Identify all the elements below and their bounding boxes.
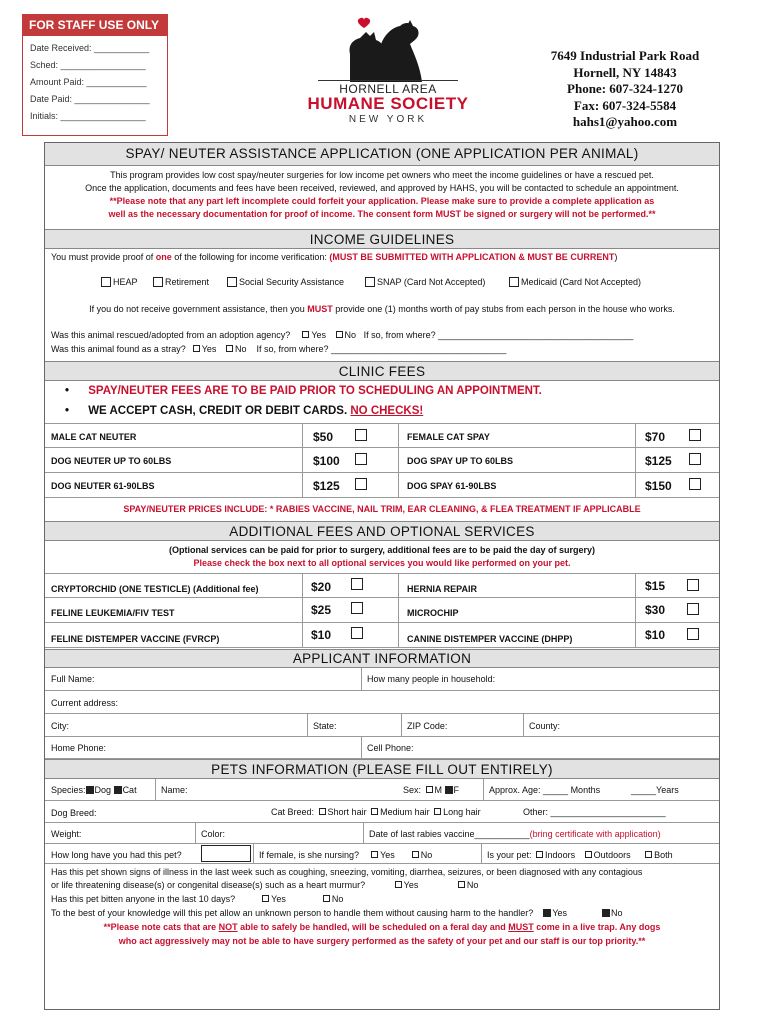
sex-f-checkbox[interactable] [445, 786, 453, 794]
dog-checkbox[interactable] [86, 786, 94, 794]
clinic-item-right: DOG SPAY UP TO 60LBS [407, 456, 514, 466]
handle-no-checkbox[interactable] [602, 909, 610, 917]
rescued-yes-checkbox[interactable] [302, 331, 309, 338]
illness-yes-checkbox[interactable] [395, 881, 402, 888]
option-medicaid[interactable]: Medicaid (Card Not Accepted) [509, 277, 641, 287]
short-hair-checkbox[interactable] [319, 808, 326, 815]
rabies-date-field[interactable]: Date of last rabies vaccine___________(bring certificate with application) [369, 829, 661, 839]
breed-other-field[interactable]: Other: _______________________ [523, 807, 666, 817]
city-row [45, 714, 719, 737]
species-row [45, 779, 719, 801]
household-field[interactable]: How many people in household: [367, 674, 496, 684]
home-phone-field[interactable]: Home Phone: [51, 743, 107, 753]
zip-field[interactable]: ZIP Code: [407, 721, 448, 731]
clinic-price-right: $70 [645, 430, 666, 444]
stray-no-checkbox[interactable] [226, 345, 233, 352]
feral-note-1: **Please note cats that are NOT able to safely be handled, will be scheduled on a feral day and MUST come in a live trap. Any dogs [103, 922, 661, 932]
additional-row-2 [45, 598, 719, 623]
option-heap[interactable]: HEAP [101, 277, 138, 287]
additional-price-left: $10 [311, 628, 332, 642]
illness-no-checkbox[interactable] [458, 881, 465, 888]
illness-question-1: Has this pet shown signs of illness in the last week such as coughing, sneezing, vomiting, diarrhea, seizures, or been diagnosed with any contagious [51, 867, 643, 877]
how-long-input[interactable] [201, 845, 251, 862]
cell-phone-field[interactable]: Cell Phone: [367, 743, 414, 753]
rescued-question: Was this animal rescued/adopted from an adoption agency? Yes No If so, from where? _______________________________________ [51, 330, 634, 340]
additional-note-1: (Optional services can be paid for prior to surgery, additional fees are to be paid the day of surgery) [169, 545, 595, 555]
staff-header: FOR STAFF USE ONLY [23, 15, 167, 36]
county-field[interactable]: County: [529, 721, 561, 731]
pets-silhouette-logo-icon [330, 14, 440, 84]
clinic-item-right: FEMALE CAT SPAY [407, 432, 490, 442]
nursing-field: If female, is she nursing? Yes No [259, 850, 433, 860]
feral-note-2: who act aggressively may not be able to have surgery performed as the safety of your pet and our staff is our top priority.** [118, 936, 646, 946]
additional-item-right: HERNIA REPAIR [407, 584, 478, 594]
approx-age-years[interactable]: _____Years [631, 785, 679, 795]
hernia-repair-checkbox[interactable] [687, 579, 699, 591]
microchip-checkbox[interactable] [687, 603, 699, 615]
form-title: SPAY/ NEUTER ASSISTANCE APPLICATION (ONE APPLICATION PER ANIMAL) [45, 143, 719, 166]
handle-yes-checkbox[interactable] [543, 909, 551, 917]
cryptorchid-checkbox[interactable] [351, 578, 363, 590]
additional-row-1 [45, 573, 719, 598]
date-received-field[interactable]: Date Received: ___________ [30, 43, 150, 53]
additional-price-right: $10 [645, 628, 666, 642]
heap-checkbox[interactable] [101, 277, 111, 287]
pay-stubs-text: If you do not receive government assistance, then you MUST provide one (1) months worth of pay stubs from each person in the house who works. [89, 304, 675, 314]
bitten-yes-checkbox[interactable] [262, 895, 269, 902]
org-name-main: HUMANE SOCIETY [307, 94, 469, 113]
additional-note-2: Please check the box next to all optional services you would like performed on your pet. [193, 558, 571, 568]
additional-price-right: $30 [645, 603, 666, 617]
female-cat-spay-checkbox[interactable] [689, 429, 701, 441]
weight-row [45, 823, 719, 844]
color-field[interactable]: Color: [201, 829, 226, 839]
clinic-price-left: $50 [313, 430, 334, 444]
name-row [45, 668, 719, 691]
retirement-checkbox[interactable] [153, 277, 163, 287]
org-address [520, 48, 730, 131]
cat-breed-field: Cat Breed: Short hair Medium hair Long hair [271, 807, 481, 817]
indoor-outdoor-field: Is your pet: Indoors Outdoors Both [487, 850, 673, 860]
current-address-field[interactable]: Current address: [51, 698, 119, 708]
stray-yes-checkbox[interactable] [193, 345, 200, 352]
handle-question: To the best of your knowledge will this pet allow an unknown person to handle them without causing harm to the handler? Yes No [51, 908, 623, 918]
sched-field[interactable]: Sched: _________________ [30, 60, 146, 70]
bitten-question: Has this pet bitten anyone in the last 10 days? Yes No [51, 894, 344, 904]
address-street: 7649 Industrial Park Road [550, 48, 700, 63]
additional-item-left: CRYPTORCHID (ONE TESTICLE) (Additional fee) [51, 584, 259, 594]
clinic-bullet-2: • WE ACCEPT CASH, CREDIT OR DEBIT CARDS. NO CHECKS! [65, 405, 424, 417]
sex-field: Sex: M F [403, 785, 460, 795]
additional-item-left: FELINE DISTEMPER VACCINE (FVRCP) [51, 634, 220, 644]
sex-m-checkbox[interactable] [426, 786, 433, 793]
proof-text: You must provide proof of one of the following for income verification: (MUST BE SUBMITTED WITH APPLICATION & MUST BE CURRENT) [51, 252, 618, 262]
clinic-row-3 [45, 473, 719, 498]
nursing-no-checkbox[interactable] [412, 851, 419, 858]
warning-line-2: well as the necessary documentation for proof of income. The consent form MUST be signed or surgery will not be performed.** [108, 209, 656, 219]
applicant-header: APPLICANT INFORMATION [45, 649, 719, 668]
clinic-item-right: DOG SPAY 61-90LBS [407, 481, 497, 491]
how-long-row [45, 844, 719, 864]
dhpp-checkbox[interactable] [687, 628, 699, 640]
approx-age-months[interactable]: Approx. Age: _____ Months [489, 785, 601, 795]
option-retirement[interactable]: Retirement [153, 277, 209, 287]
clinic-price-right: $150 [645, 479, 672, 493]
indoors-checkbox[interactable] [536, 851, 543, 858]
stray-question: Was this animal found as a stray? Yes No If so, from where? ___________________________________ [51, 344, 507, 354]
clinic-header: CLINIC FEES [45, 361, 719, 381]
felv-fiv-checkbox[interactable] [351, 602, 363, 614]
fvrcp-checkbox[interactable] [351, 627, 363, 639]
income-header: INCOME GUIDELINES [45, 229, 719, 249]
clinic-row-1 [45, 423, 719, 448]
long-hair-checkbox[interactable] [434, 808, 441, 815]
additional-price-left: $25 [311, 603, 332, 617]
dog-spay-90-checkbox[interactable] [689, 478, 701, 490]
additional-header: ADDITIONAL FEES AND OPTIONAL SERVICES [45, 521, 719, 541]
additional-price-right: $15 [645, 579, 666, 593]
clinic-price-right: $125 [645, 454, 672, 468]
pet-name-field[interactable]: Name: [161, 785, 188, 795]
address-email: hahs1@yahoo.com [572, 114, 678, 129]
option-snap[interactable]: SNAP (Card Not Accepted) [365, 277, 485, 287]
medicaid-checkbox[interactable] [509, 277, 519, 287]
clinic-bullet-1: • SPAY/NEUTER FEES ARE TO BE PAID PRIOR TO SCHEDULING AN APPOINTMENT. [65, 385, 542, 397]
clinic-price-left: $100 [313, 454, 340, 468]
both-checkbox[interactable] [645, 851, 652, 858]
dog-neuter-60-checkbox[interactable] [355, 453, 367, 465]
address-row [45, 691, 719, 714]
warning-line-1: **Please note that any part left incomplete could forfeit your application. Please make sure to provide a complete application as [109, 196, 655, 206]
dog-neuter-90-checkbox[interactable] [355, 478, 367, 490]
staff-use-box [22, 14, 168, 136]
male-cat-neuter-checkbox[interactable] [355, 429, 367, 441]
dog-spay-60-checkbox[interactable] [689, 453, 701, 465]
amount-paid-field[interactable]: Amount Paid: ____________ [30, 77, 147, 87]
illness-question-2: or life threatening disease(s) or congenital disease(s) such as a heart murmur? Yes No [51, 880, 479, 890]
org-name-top: HORNELL AREA [339, 82, 437, 96]
clinic-price-left: $125 [313, 479, 340, 493]
species-field: Species: Dog Cat [51, 785, 137, 795]
address-phone: Phone: 607-324-1270 [567, 81, 683, 96]
application-form [44, 142, 720, 1010]
cat-checkbox[interactable] [114, 786, 122, 794]
address-city: Hornell, NY 14843 [573, 64, 677, 80]
clinic-item-left: MALE CAT NEUTER [51, 432, 137, 442]
full-name-field[interactable]: Full Name: [51, 674, 95, 684]
clinic-row-2 [45, 448, 719, 473]
dog-breed-field[interactable]: Dog Breed: [51, 808, 97, 818]
additional-item-right: CANINE DISTEMPER VACCINE (DHPP) [407, 634, 573, 644]
intro-line-1: This program provides low cost spay/neuter surgeries for low income pet owners who meet the income guidelines or have a rescued pet. [110, 170, 654, 180]
medium-hair-checkbox[interactable] [371, 808, 378, 815]
initials-field[interactable]: Initials: _________________ [30, 111, 146, 121]
state-field[interactable]: State: [313, 721, 337, 731]
date-paid-field[interactable]: Date Paid: _______________ [30, 94, 150, 104]
rescued-no-checkbox[interactable] [336, 331, 343, 338]
bitten-no-checkbox[interactable] [323, 895, 330, 902]
clinic-item-left: DOG NEUTER 61-90LBS [51, 481, 155, 491]
outdoors-checkbox[interactable] [585, 851, 592, 858]
option-ssa[interactable]: Social Security Assistance [227, 277, 344, 287]
ssa-checkbox[interactable] [227, 277, 237, 287]
weight-field[interactable]: Weight: [51, 829, 82, 839]
clinic-item-left: DOG NEUTER UP TO 60LBS [51, 456, 172, 466]
additional-item-right: MICROCHIP [407, 608, 459, 618]
additional-row-3 [45, 623, 719, 648]
phone-row [45, 737, 719, 759]
additional-item-left: FELINE LEUKEMIA/FIV TEST [51, 608, 175, 618]
breed-row [45, 801, 719, 823]
intro-line-2: Once the application, documents and fees have been received, reviewed, and approved by HAHS, you will be contacted to schedule an appointment. [85, 183, 679, 193]
prices-include: SPAY/NEUTER PRICES INCLUDE: * RABIES VACCINE, NAIL TRIM, EAR CLEANING, & FLEA TREATMENT IF APPLICABLE [123, 504, 641, 514]
nursing-yes-checkbox[interactable] [371, 851, 378, 858]
additional-price-left: $20 [311, 580, 332, 594]
address-fax: Fax: 607-324-5584 [573, 97, 677, 113]
pets-header: PETS INFORMATION (PLEASE FILL OUT ENTIRELY) [45, 759, 719, 779]
org-name-state: NEW YORK [348, 114, 428, 125]
logo-divider [318, 80, 458, 81]
city-field[interactable]: City: [51, 721, 69, 731]
how-long-label: How long have you had this pet? [51, 850, 182, 860]
snap-checkbox[interactable] [365, 277, 375, 287]
